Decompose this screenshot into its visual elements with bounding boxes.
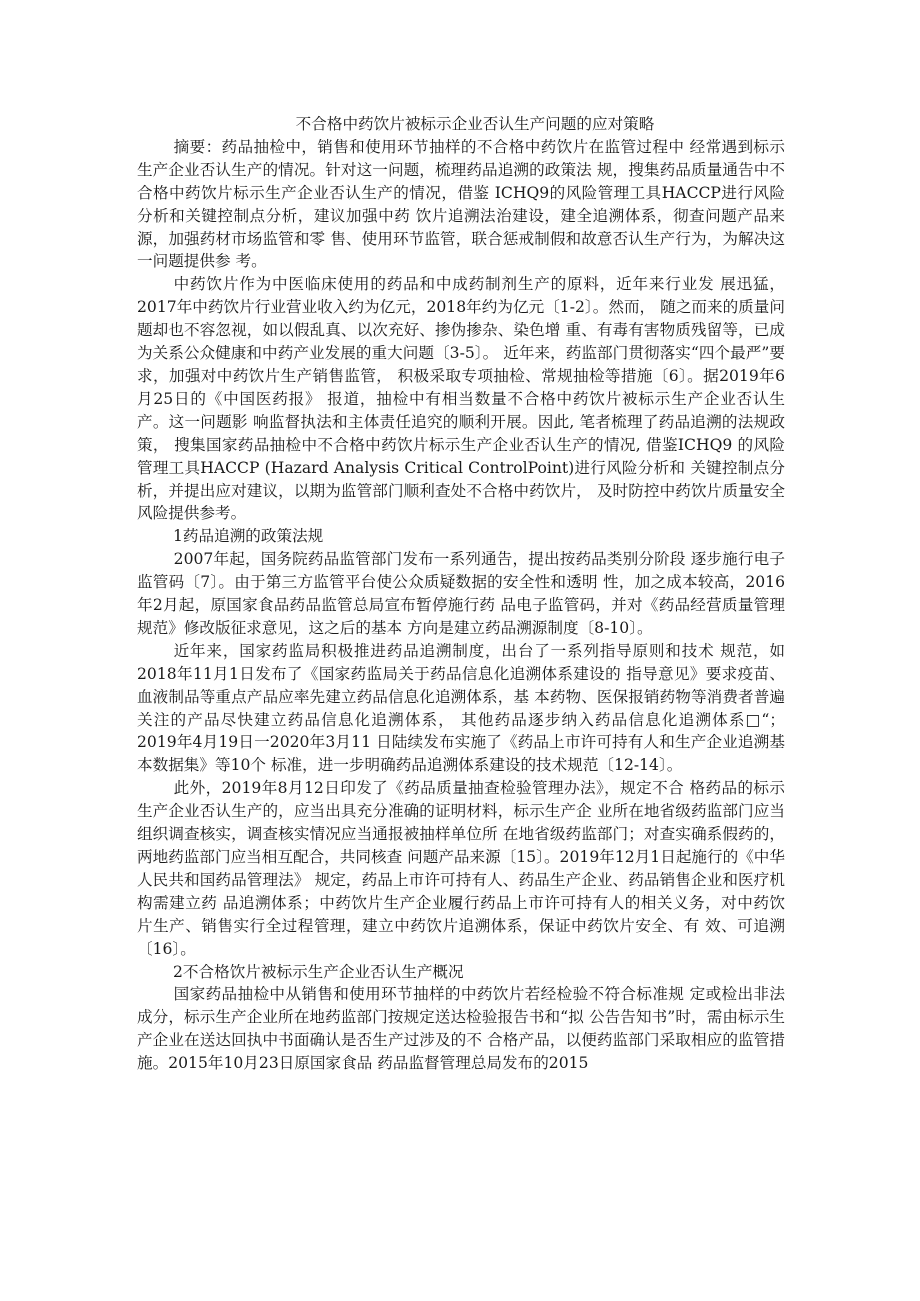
document-body xyxy=(137,113,785,1075)
section-2-heading: 2不合格饮片被标示生产企业否认生产概况 xyxy=(173,962,464,981)
section-1-paragraph-1: 2007年起，国务院药品监管部门发布一系列通告，提出按药品类别分阶段 逐步施行电子监管码〔7〕。由于第三方监管平台使公众质疑数据的安全性和透明 性，加之成本较高，2016年2月起，原国家食品药品监管总局宣布暂停施行药 品电子监管码，并对《药品经营质量管理规范》修改版征求意见，这之后的基本 方向是建立药品溯源制度〔8-10〕。 xyxy=(137,550,785,637)
intro-paragraph: 中药饮片作为中医临床使用的药品和中成药制剂生产的原料，近年来行业发 展迅猛，2017年中药饮片行业营业收入约为亿元，2018年约为亿元〔1-2〕。然而， 随之而来的质量问题却也不容忽视，如以假乱真、以次充好、掺伪掺杂、染色增 重、有毒有害物质残留等，已成为关系公众健康和中药产业发展的重大问题〔3-5〕。 近年来，药监部门贯彻落实“四个最严”要求，加强对中药饮片生产销售监管， 积极采取专项抽检、常规抽检等措施〔6〕。据2019年6月25日的《中国医药报》 报道，抽检中有相当数量不合格中药饮片被标示生产企业否认生产。这一问题影 响监督执法和主体责任追究的顺利开展。因此, 笔者梳理了药品追溯的法规政策， 搜集国家药品抽检中不合格中药饮片标示生产企业否认生产的情况, 借鉴ICHQ9 的风险管理工具HACCP (Hazard Analysis Critical ControlPoint)进行风险分析和 关键控制点分析，并提出应对建议，以期为监管部门顺利查处不合格中药饮片， 及时防控中药饮片质量安全风险提供参考。 xyxy=(137,275,785,523)
abstract-paragraph: 摘要：药品抽检中，销售和使用环节抽样的不合格中药饮片在监管过程中 经常遇到标示生产企业否认生产的情况。针对这一问题，梳理药品追溯的政策法 规，搜集药品质量通告中不合格中药饮片标示生产企业否认生产的情况，借鉴 ICHQ9的风险管理工具HACCP进行风险分析和关键控制点分析，建议加强中药 饮片追溯法治建设，建全追溯体系，彻查问题产品来源，加强药材市场监管和零 售、使用环节监管，联合惩戒制假和故意否认生产行为，为解决这一问题提供参 考。 xyxy=(137,137,785,271)
section-2-paragraph-1: 国家药品抽检中从销售和使用环节抽样的中药饮片若经检验不符合标准规 定或检出非法成分，标示生产企业所在地药监部门按规定送达检验报告书和“拟 公告告知书”时，需由标示生产企业在送达回执中书面确认是否生产过涉及的不 合格产品，以便药监部门采取相应的监管措施。2015年10月23日原国家食品 药品监督管理总局发布的2015 xyxy=(137,985,785,1073)
section-1-paragraph-2: 近年来，国家药监局积极推进药品追溯制度，出台了一系列指导原则和技术 规范，如2018年11月1日发布了《国家药监局关于药品信息化追溯体系建设的 指导意见》要求疫苗、血液制品等重点产品应率先建立药品信息化追溯体系，基 本药物、医保报销药物等消费者普遍关注的产品尽快建立药品信息化追溯体系， 其他药品逐步纳入药品信息化追溯体系□“； 2019年4月19日一2020年3月11 日陆续发布实施了《药品上市许可持有人和生产企业追溯基本数据集》等10个 标准，进一步明确药品追溯体系建设的技术规范〔12-14〕。 xyxy=(137,641,785,775)
document-title: 不合格中药饮片被标示企业否认生产问题的应对策略 xyxy=(295,115,655,133)
section-1-heading: 1药品追溯的政策法规 xyxy=(173,527,324,546)
section-1-paragraph-3: 此外，2019年8月12日印发了《药品质量抽查检验管理办法》，规定不合 格药品的标示生产企业否认生产的，应当出具充分准确的证明材料，标示生产企 业所在地省级药监部门应当组织调查核实，调查核实情况应当通报被抽样单位所 在地省级药监部门；对查实确系假药的，两地药监部门应当相互配合，共同核查 问题产品来源〔15〕。2019年12月1日起施行的《中华人民共和国药品管理法》 规定，药品上市许可持有人、药品生产企业、药品销售企业和医疗机构需建立药 品追溯体系；中药饮片生产企业履行药品上市许可持有人的相关义务，对中药饮 片生产、销售实行全过程管理，建立中药饮片追溯体系，保证中药饮片安全、有 效、可追溯〔16〕。 xyxy=(137,779,785,958)
